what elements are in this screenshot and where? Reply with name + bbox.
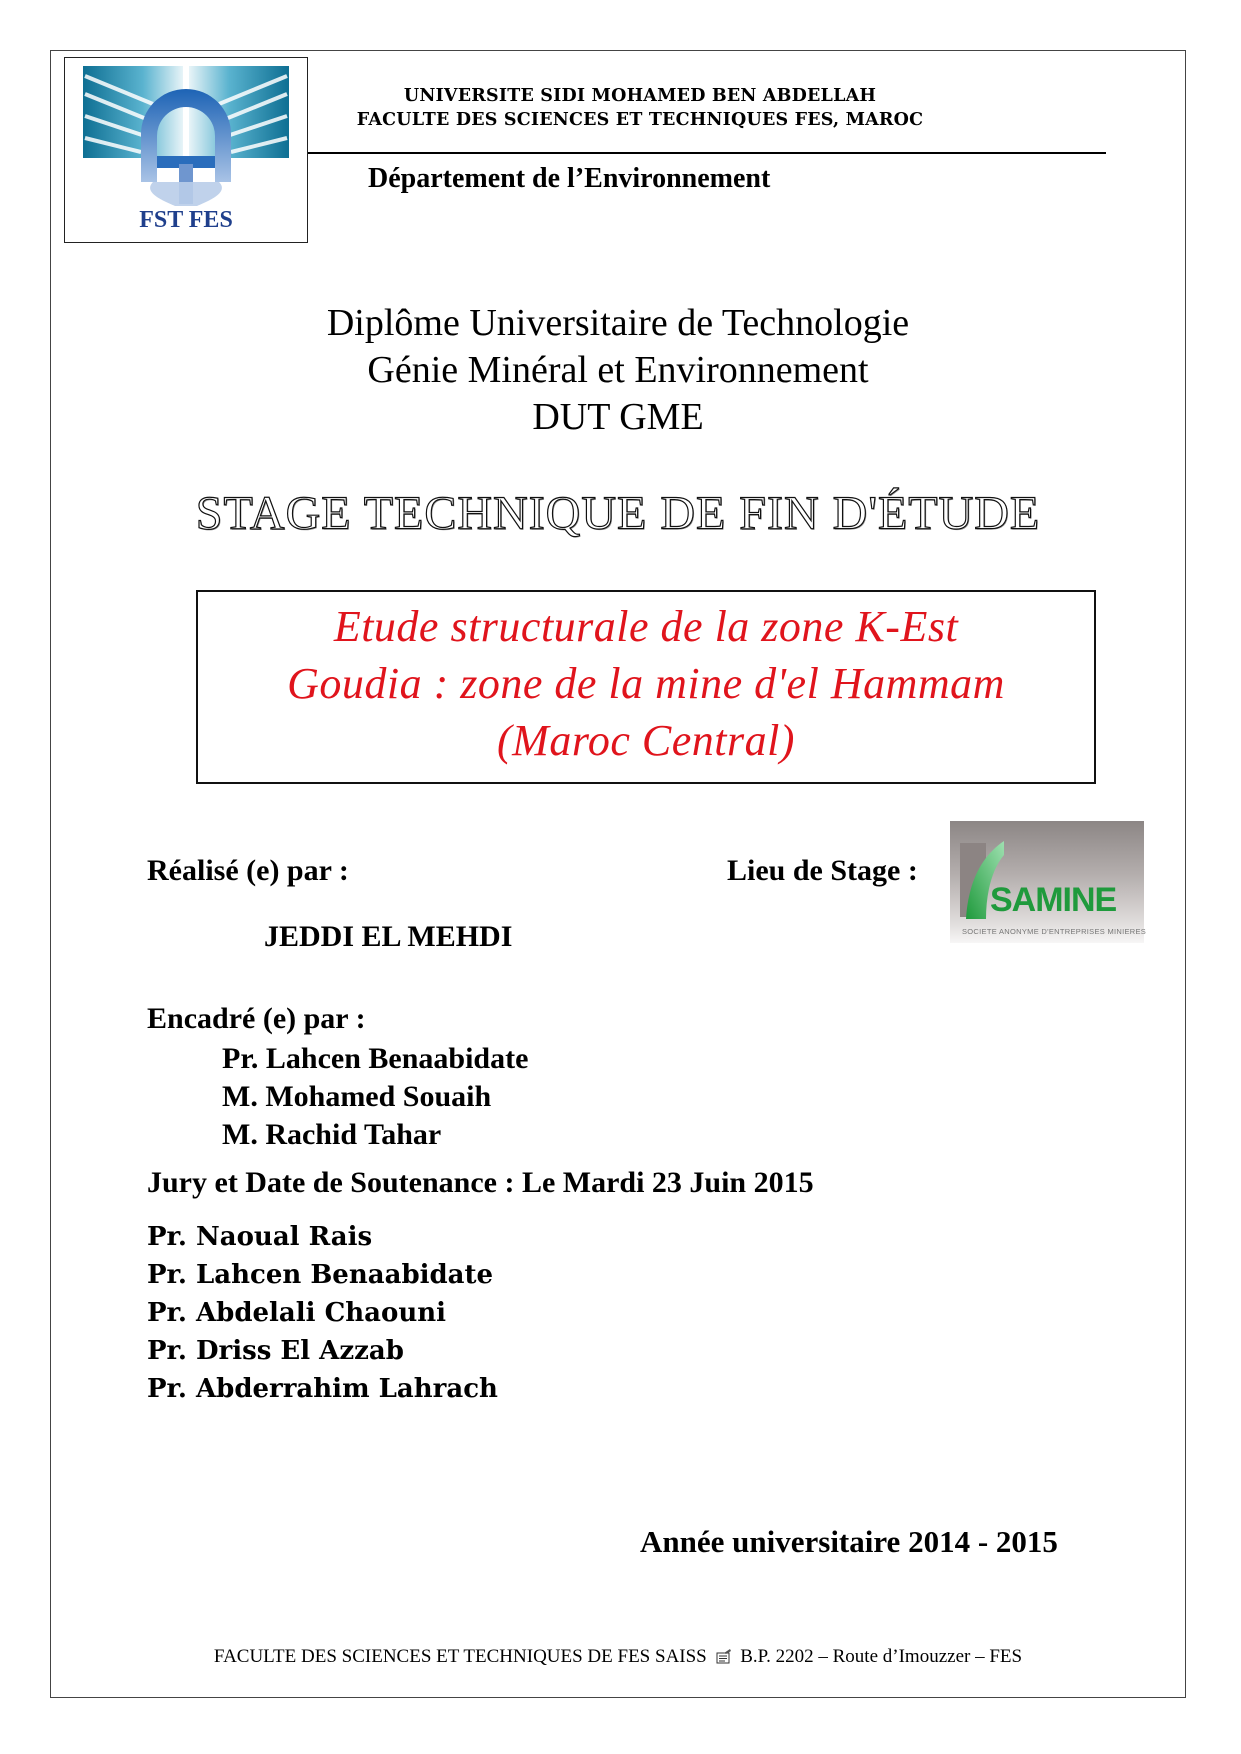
footer-faculty: FACULTE DES SCIENCES ET TECHNIQUES DE FES SAISS	[213, 1646, 707, 1667]
topic-line-1: Etude structurale de la zone K-Est	[333, 602, 959, 651]
fst-fes-logo	[64, 57, 308, 243]
jury-list	[147, 1218, 498, 1408]
samine-name: SAMINE	[990, 881, 1117, 919]
diploma-title: Diplôme Universitaire de Technologie	[326, 302, 910, 344]
jury-member: Pr. Lahcen Benaabidate	[147, 1260, 494, 1290]
supervisor-item: M. Mohamed Souaih	[222, 1080, 492, 1113]
supervisor-item: M. Rachid Tahar	[222, 1118, 442, 1151]
stage-title: STAGE TECHNIQUE DE FIN D'ÉTUDE	[195, 487, 1041, 540]
student-name: JEDDI EL MEHDI	[264, 920, 513, 953]
fst-logo-emblem-icon	[83, 64, 289, 236]
footer-postal: B.P. 2202 – Route d’Imouzzer – FES	[740, 1646, 1023, 1667]
footer-address	[100, 1646, 1136, 1670]
diploma-code: DUT GME	[532, 396, 704, 438]
topic-line-3: (Maroc Central)	[497, 716, 795, 765]
department-name: Département de l’Environnement	[368, 163, 771, 194]
realise-label: Réalisé (e) par :	[147, 854, 349, 887]
lieu-label: Lieu de Stage :	[727, 854, 918, 887]
jury-member: Pr. Driss El Azzab	[147, 1336, 404, 1366]
supervisor-list	[222, 1040, 528, 1154]
samine-subtitle: SOCIETE ANONYME D'ENTREPRISES MINIERES	[962, 927, 1147, 936]
header-rule	[308, 152, 1106, 154]
diploma-block	[200, 300, 1036, 441]
jury-label: Jury et Date de Soutenance : Le Mardi 23 Juin 2015	[147, 1166, 814, 1199]
encadre-label: Encadré (e) par :	[147, 1002, 366, 1035]
jury-member: Pr. Naoual Rais	[147, 1222, 373, 1252]
mailbox-icon	[716, 1648, 732, 1670]
topic-line-2: Goudia : zone de la mine d'el Hammam	[287, 659, 1005, 708]
faculty-name: FACULTE DES SCIENCES ET TECHNIQUES FES, MAROC	[356, 110, 924, 130]
supervisor-item: Pr. Lahcen Benaabidate	[222, 1042, 529, 1075]
topic-box	[196, 590, 1096, 784]
svg-text:FST FES: FST FES	[139, 207, 233, 233]
topic-title	[198, 598, 1094, 769]
institution-header	[320, 84, 960, 132]
jury-member: Pr. Abdelali Chaouni	[147, 1298, 447, 1328]
university-name: UNIVERSITE SIDI MOHAMED BEN ABDELLAH	[403, 86, 877, 106]
academic-year: Année universitaire 2014 - 2015	[640, 1524, 1058, 1559]
diploma-specialty: Génie Minéral et Environnement	[367, 349, 869, 391]
jury-member: Pr. Abderrahim Lahrach	[147, 1374, 498, 1404]
samine-logo	[950, 821, 1147, 943]
